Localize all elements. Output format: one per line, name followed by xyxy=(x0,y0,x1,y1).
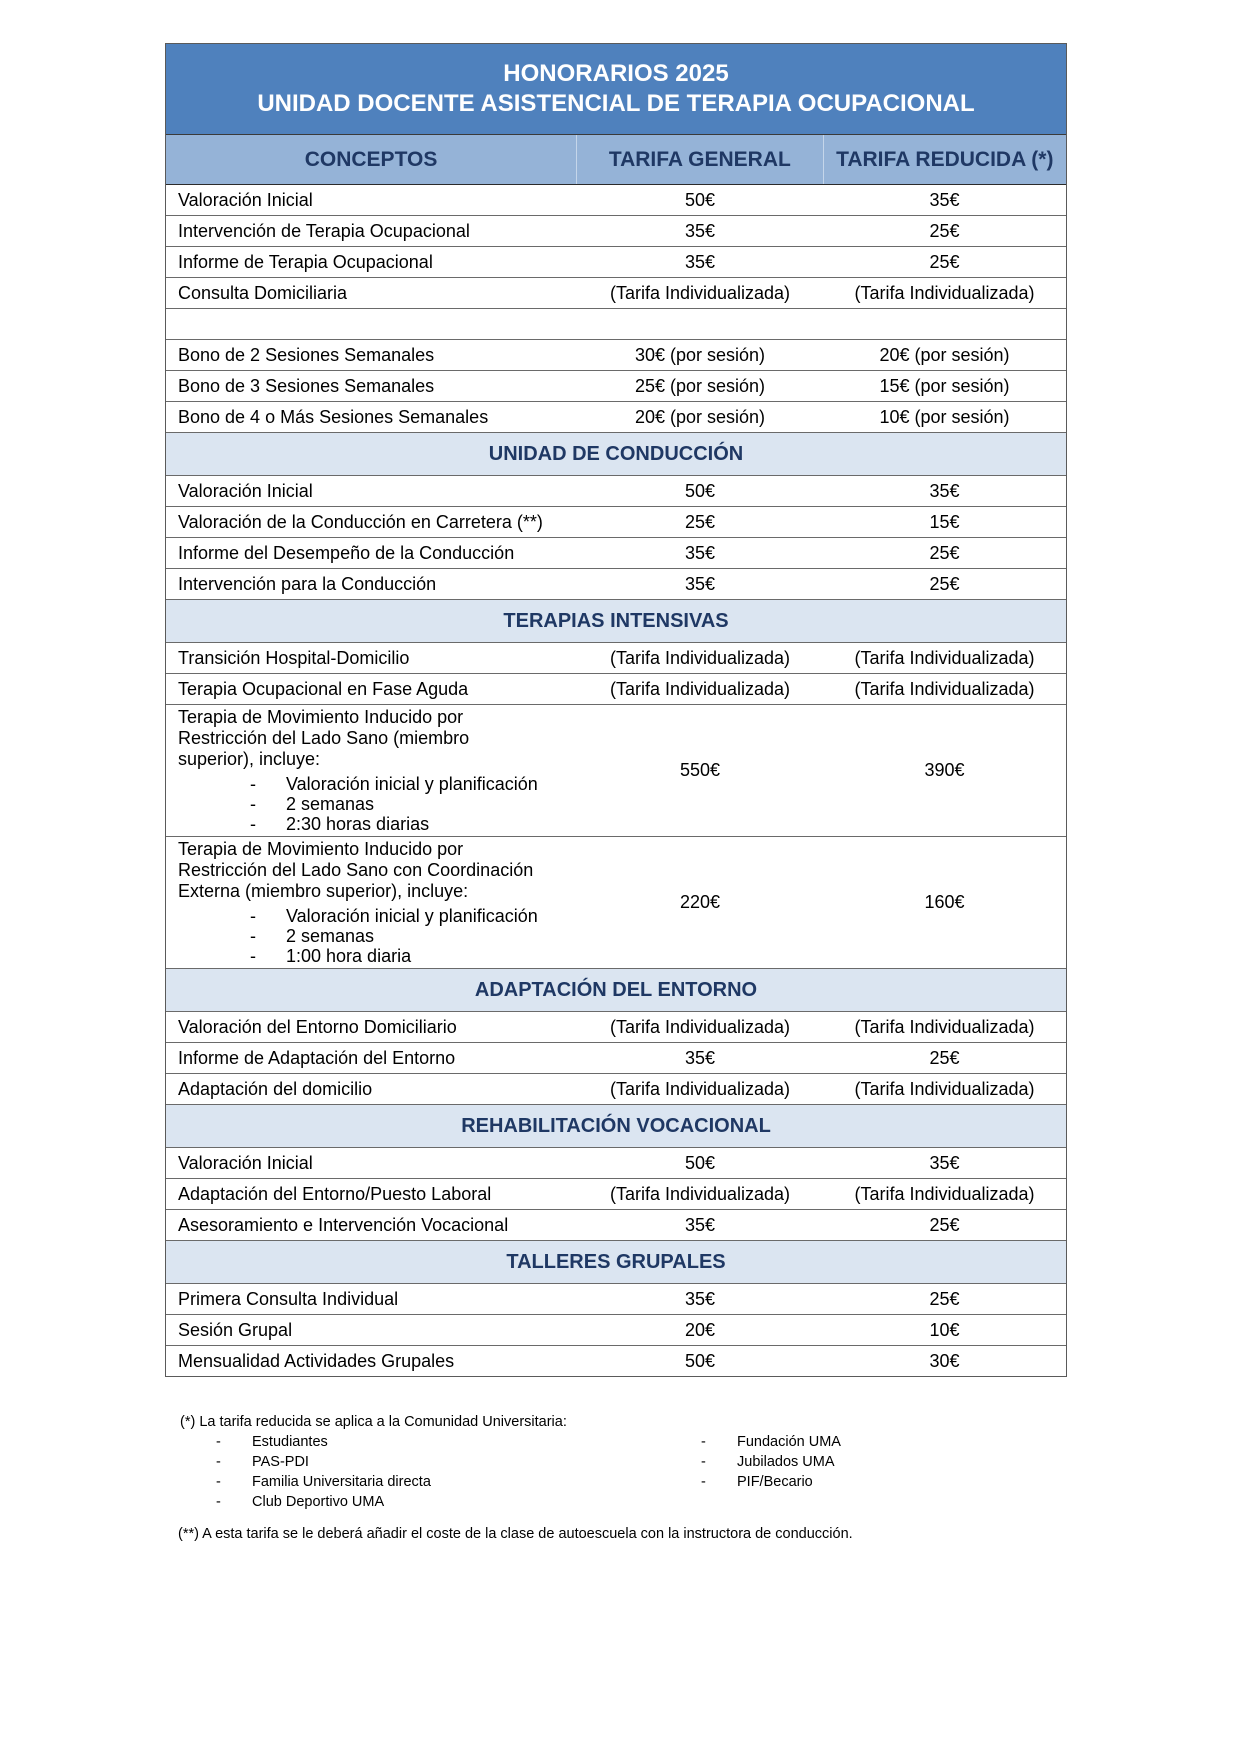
concept-cell: Valoración Inicial xyxy=(178,189,313,210)
concept-line: Externa (miembro superior), incluye: xyxy=(178,881,469,901)
dash-bullet-icon: - xyxy=(250,946,256,966)
dash-bullet-icon: - xyxy=(216,1474,221,1490)
concept-line: Terapia de Movimiento Inducido por xyxy=(178,707,464,727)
reduced-price-cell: 35€ xyxy=(929,480,960,501)
eligible-list-right xyxy=(663,1432,841,1512)
table-row xyxy=(166,1346,1066,1376)
reduced-price-cell: 10€ (por sesión) xyxy=(879,406,1010,427)
concept-cell: Consulta Domiciliaria xyxy=(178,282,348,303)
reduced-price-cell: (Tarifa Individualizada) xyxy=(854,1183,1035,1204)
general-price-cell: 30€ (por sesión) xyxy=(634,344,766,365)
table-row xyxy=(166,1284,1066,1315)
table-row xyxy=(166,538,1066,569)
reduced-price-cell: 25€ xyxy=(929,220,960,241)
list-item: - Club Deportivo UMA xyxy=(178,1492,663,1512)
table-row xyxy=(166,371,1066,402)
concept-cell: Intervención de Terapia Ocupacional xyxy=(178,220,470,241)
reduced-price-cell: 25€ xyxy=(929,1288,960,1309)
table-row xyxy=(166,1148,1066,1179)
general-price-cell: (Tarifa Individualizada) xyxy=(609,1183,791,1204)
table-row xyxy=(166,278,1066,309)
section-header-vocacional: REHABILITACIÓN VOCACIONAL xyxy=(166,1105,1066,1148)
general-price-cell: (Tarifa Individualizada) xyxy=(609,647,791,668)
table-row xyxy=(166,1012,1066,1043)
reduced-price-cell: 35€ xyxy=(929,1152,960,1173)
reduced-price-cell: 15€ xyxy=(929,511,960,532)
table-row xyxy=(166,247,1066,278)
dash-bullet-icon: - xyxy=(250,906,256,926)
table-row xyxy=(166,643,1066,674)
reduced-price-cell: 20€ (por sesión) xyxy=(879,344,1010,365)
reduced-price-cell: 25€ xyxy=(929,251,960,272)
list-item: - Valoración inicial y planificación xyxy=(178,906,538,926)
section-header-talleres: TALLERES GRUPALES xyxy=(166,1241,1066,1284)
list-item: - 2 semanas xyxy=(178,926,538,946)
table-row xyxy=(166,340,1066,371)
reduced-price-cell: 30€ xyxy=(929,1350,960,1371)
general-price-cell: 35€ xyxy=(684,542,716,563)
concept-line: superior), incluye: xyxy=(178,749,321,769)
table-row xyxy=(166,1315,1066,1346)
section-header-entorno: ADAPTACIÓN DEL ENTORNO xyxy=(166,969,1066,1012)
list-item: - Familia Universitaria directa xyxy=(178,1472,663,1492)
list-item: - 2 semanas xyxy=(178,794,538,814)
column-header-tarifa-reducida: TARIFA REDUCIDA (*) xyxy=(823,135,1066,184)
dash-bullet-icon: - xyxy=(701,1454,706,1470)
general-price-cell: 220€ xyxy=(679,892,721,912)
concept-cell: Adaptación del domicilio xyxy=(178,1078,373,1099)
concept-cell: Valoración del Entorno Domiciliario xyxy=(178,1016,457,1037)
concept-cell: Bono de 3 Sesiones Semanales xyxy=(178,375,435,396)
table-row xyxy=(166,185,1066,216)
reduced-price-cell: (Tarifa Individualizada) xyxy=(854,1078,1035,1099)
reduced-price-cell: 390€ xyxy=(924,760,965,780)
reduced-price-cell: (Tarifa Individualizada) xyxy=(854,282,1035,303)
general-price-cell: 35€ xyxy=(684,1288,716,1309)
concept-cell: Terapia Ocupacional en Fase Aguda xyxy=(178,678,469,699)
general-price-cell: 550€ xyxy=(679,760,721,780)
dash-bullet-icon: - xyxy=(216,1454,221,1470)
table-row xyxy=(166,1074,1066,1105)
general-price-cell: (Tarifa Individualizada) xyxy=(609,1078,791,1099)
general-price-cell: 50€ xyxy=(684,189,716,210)
includes-list xyxy=(178,906,538,966)
dash-bullet-icon: - xyxy=(216,1434,221,1450)
table-row xyxy=(166,402,1066,433)
general-price-cell: 35€ xyxy=(684,251,716,272)
concept-line: Terapia de Movimiento Inducido por xyxy=(178,839,464,859)
table-row xyxy=(166,1210,1066,1241)
dash-bullet-icon: - xyxy=(701,1474,706,1490)
concept-cell: Transición Hospital-Domicilio xyxy=(178,647,410,668)
table-title xyxy=(166,44,1066,135)
table-row-cimt xyxy=(166,705,1066,837)
column-header-tarifa-general: TARIFA GENERAL xyxy=(576,135,822,184)
general-price-cell: (Tarifa Individualizada) xyxy=(609,1016,791,1037)
concept-line: Restricción del Lado Sano con Coordinación xyxy=(178,860,534,880)
general-price-cell: (Tarifa Individualizada) xyxy=(609,678,791,699)
title-line-2: UNIDAD DOCENTE ASISTENCIAL DE TERAPIA OCUPACIONAL xyxy=(257,90,975,117)
footnote-reduced-rate: (*) La tarifa reducida se aplica a la Comunidad Universitaria: xyxy=(180,1414,567,1430)
concept-cell xyxy=(166,705,577,836)
fee-table xyxy=(165,43,1067,1377)
concept-cell: Informe de Adaptación del Entorno xyxy=(178,1047,456,1068)
list-item: - PIF/Becario xyxy=(663,1472,841,1492)
title-line-1: HONORARIOS 2025 xyxy=(503,60,729,87)
concept-cell: Adaptación del Entorno/Puesto Laboral xyxy=(178,1183,492,1204)
table-row xyxy=(166,674,1066,705)
eligible-list-left xyxy=(178,1432,663,1512)
dash-bullet-icon: - xyxy=(216,1494,221,1510)
table-row xyxy=(166,569,1066,600)
reduced-price-cell: 160€ xyxy=(924,892,965,912)
dash-bullet-icon: - xyxy=(701,1434,706,1450)
list-item: - 1:00 hora diaria xyxy=(178,946,538,966)
reduced-price-cell: 25€ xyxy=(929,1047,960,1068)
column-header-conceptos: CONCEPTOS xyxy=(304,147,438,171)
general-price-cell: 50€ xyxy=(684,1350,716,1371)
general-price-cell: 25€ xyxy=(684,511,716,532)
eligible-groups xyxy=(178,1432,1078,1512)
concept-cell: Asesoramiento e Intervención Vocacional xyxy=(178,1214,509,1235)
list-item: - PAS-PDI xyxy=(178,1452,663,1472)
general-price-cell: 20€ xyxy=(684,1319,716,1340)
concept-cell: Mensualidad Actividades Grupales xyxy=(178,1350,455,1371)
table-row xyxy=(166,507,1066,538)
table-row xyxy=(166,1043,1066,1074)
list-item: - Valoración inicial y planificación xyxy=(178,774,538,794)
reduced-price-cell: 25€ xyxy=(929,1214,960,1235)
list-item: - Estudiantes xyxy=(178,1432,663,1452)
footnote-driving-class: (**) A esta tarifa se le deberá añadir el coste de la clase de autoescuela con la instructora de conducción. xyxy=(178,1526,853,1542)
table-row-cimt-coordinacion xyxy=(166,837,1066,969)
reduced-price-cell: (Tarifa Individualizada) xyxy=(854,647,1035,668)
footnotes xyxy=(178,1412,1078,1544)
concept-cell: Valoración Inicial xyxy=(178,480,313,501)
concept-cell: Primera Consulta Individual xyxy=(178,1288,399,1309)
concept-cell: Sesión Grupal xyxy=(178,1319,293,1340)
dash-bullet-icon: - xyxy=(250,794,256,814)
table-row xyxy=(166,476,1066,507)
reduced-price-cell: (Tarifa Individualizada) xyxy=(854,1016,1035,1037)
concept-cell: Bono de 2 Sesiones Semanales xyxy=(178,344,435,365)
includes-list xyxy=(178,774,538,834)
general-price-cell: 50€ xyxy=(684,480,716,501)
general-price-cell: 20€ (por sesión) xyxy=(634,406,766,427)
reduced-price-cell: 15€ (por sesión) xyxy=(879,375,1010,396)
concept-cell: Valoración de la Conducción en Carretera (**) xyxy=(178,511,543,532)
table-row xyxy=(166,1179,1066,1210)
reduced-price-cell: 10€ xyxy=(929,1319,960,1340)
general-price-cell: 35€ xyxy=(684,1214,716,1235)
reduced-price-cell: 35€ xyxy=(929,189,960,210)
list-item: - Fundación UMA xyxy=(663,1432,841,1452)
list-item: - Jubilados UMA xyxy=(663,1452,841,1472)
concept-cell: Bono de 4 o Más Sesiones Semanales xyxy=(178,406,489,427)
general-price-cell: 35€ xyxy=(684,220,716,241)
concept-cell: Informe de Terapia Ocupacional xyxy=(178,251,433,272)
concept-cell: Valoración Inicial xyxy=(178,1152,313,1173)
general-price-cell: 50€ xyxy=(684,1152,716,1173)
reduced-price-cell: 25€ xyxy=(929,542,960,563)
section-header-conduccion: UNIDAD DE CONDUCCIÓN xyxy=(166,433,1066,476)
concept-line: Restricción del Lado Sano (miembro xyxy=(178,728,470,748)
general-price-cell: 25€ (por sesión) xyxy=(634,375,766,396)
list-item: - 2:30 horas diarias xyxy=(178,814,538,834)
reduced-price-cell: (Tarifa Individualizada) xyxy=(854,678,1035,699)
dash-bullet-icon: - xyxy=(250,814,256,834)
table-row xyxy=(166,216,1066,247)
column-header-row xyxy=(166,135,1066,185)
general-price-cell: 35€ xyxy=(684,1047,716,1068)
concept-cell xyxy=(166,837,577,968)
dash-bullet-icon: - xyxy=(250,774,256,794)
general-price-cell: (Tarifa Individualizada) xyxy=(609,282,791,303)
reduced-price-cell: 25€ xyxy=(929,573,960,594)
general-price-cell: 35€ xyxy=(684,573,716,594)
concept-cell: Informe del Desempeño de la Conducción xyxy=(178,542,515,563)
concept-cell: Intervención para la Conducción xyxy=(178,573,437,594)
section-header-intensivas: TERAPIAS INTENSIVAS xyxy=(166,600,1066,643)
blank-spacer-row xyxy=(166,309,1066,340)
dash-bullet-icon: - xyxy=(250,926,256,946)
